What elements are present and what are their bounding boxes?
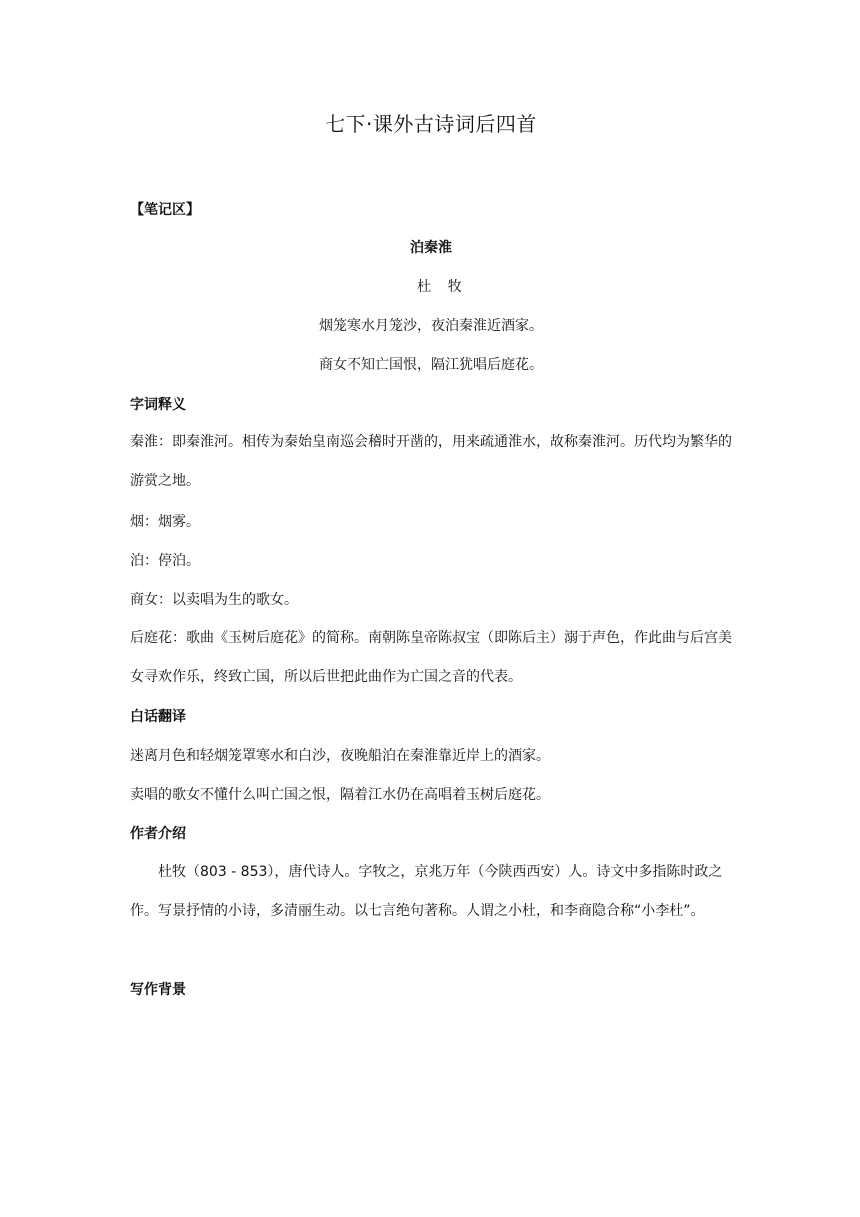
author-intro-text: 杜牧（803 - 853），唐代诗人。字牧之，京兆万年（今陕西西安）人。诗文中多指陈时政之作。写景抒情的小诗，多清丽生动。以七言绝句著称。人谓之小杜，和李商隐合称“小李杜”。 — [130, 864, 723, 919]
poem-line: 烟笼寒水月笼沙，夜泊秦淮近酒家。 — [319, 318, 543, 334]
notes-label: 【笔记区】 — [130, 202, 200, 218]
translation-heading: 白话翻译 — [130, 709, 186, 725]
poem-line: 商女不知亡国恨，隔江犹唱后庭花。 — [319, 357, 543, 373]
translation-line: 卖唱的歌女不懂什么叫亡国之恨，隔着江水仍在高唱着玉树后庭花。 — [130, 787, 550, 803]
background-heading: 写作背景 — [130, 982, 186, 998]
vocab-entry: 泊：停泊。 — [130, 553, 200, 569]
vocab-entry: 后庭花：歌曲《玉树后庭花》的简称。南朝陈皇帝陈叔宝（即陈后主）溺于声色，作此曲与后宫美女寻欢作乐，终致亡国，所以后世把此曲作为亡国之音的代表。 — [130, 630, 732, 685]
vocab-entry: 秦淮：即秦淮河。相传为秦始皇南巡会稽时开凿的，用来疏通淮水，故称秦淮河。历代均为繁华的游赏之地。 — [130, 434, 732, 489]
vocab-entry: 商女：以卖唱为生的歌女。 — [130, 592, 298, 608]
vocab-heading: 字词释义 — [130, 397, 186, 413]
vocab-entry: 烟：烟雾。 — [130, 514, 200, 530]
author-intro-heading: 作者介绍 — [130, 826, 186, 842]
document-page — [130, 0, 732, 1217]
translation-line: 迷离月色和轻烟笼罩寒水和白沙，夜晚船泊在秦淮靠近岸上的酒家。 — [130, 748, 550, 764]
document-title: 七下·课外古诗词后四首 — [325, 112, 537, 136]
poem-author: 杜牧 — [416, 279, 479, 295]
poem-title: 泊秦淮 — [410, 240, 452, 256]
